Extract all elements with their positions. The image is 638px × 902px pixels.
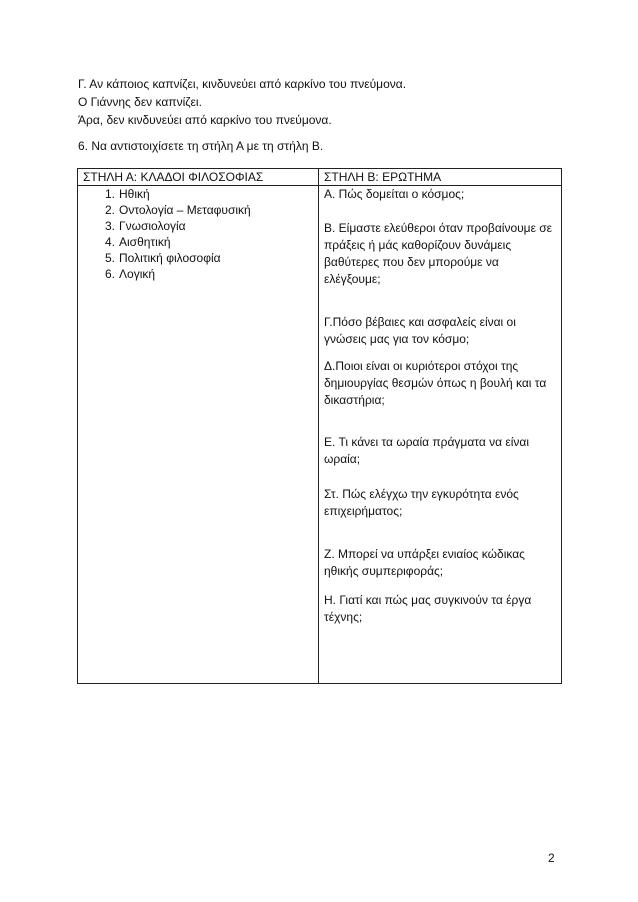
question-st: [324, 486, 519, 520]
question-z: [324, 546, 525, 580]
column-a-cell: [78, 186, 319, 684]
question-line: ηθικής συμπεριφοράς;: [324, 564, 444, 578]
question-line: ωραία;: [324, 452, 361, 466]
question-line: Ε. Τι κάνει τα ωραία πράγματα να είναι: [324, 435, 530, 449]
question-b: [324, 220, 552, 288]
list-number: 1.: [105, 187, 116, 201]
list-item: [83, 202, 313, 218]
list-item: [83, 266, 313, 282]
list-item-text: Ηθική: [119, 187, 150, 201]
list-item: [83, 234, 313, 250]
syllogism-premise-1: Γ. Αν κάποιος καπνίζει, κινδυνεύει από καρκίνο του πνεύμονα.: [78, 77, 407, 91]
question-line: τέχνης;: [324, 610, 363, 624]
question-e: [324, 434, 529, 468]
list-item-text: Γνωσιολογία: [119, 219, 186, 233]
question-d: [324, 358, 546, 409]
question-line: Η. Γιατί και πώς μας συγκινούν τα έργα: [324, 593, 532, 607]
question-line: βαθύτερες που δεν μπορούμε να: [324, 255, 499, 269]
list-item: [83, 186, 313, 202]
syllogism-conclusion: Άρα, δεν κινδυνεύει από καρκίνο του πνεύμονα.: [78, 113, 332, 127]
page-number: 2: [548, 851, 555, 865]
question-line: Γ.Πόσο βέβαιες και ασφαλείς είναι οι: [324, 315, 516, 329]
branches-list: [83, 186, 313, 282]
question-line: επιχειρήματος;: [324, 504, 403, 518]
question-line: Α. Πώς δομείται ο κόσμος;: [324, 187, 465, 201]
list-number: 2.: [105, 203, 116, 217]
list-item-text: Αισθητική: [119, 235, 171, 249]
question-h: [324, 592, 531, 626]
exercise-6-instruction: 6. Να αντιστοιχίσετε τη στήλη Α με τη στήλη Β.: [78, 139, 324, 153]
table-body-row: [78, 186, 562, 684]
question-line: πράξεις ή μάς καθορίζουν δυνάμεις: [324, 238, 512, 252]
list-number: 5.: [105, 251, 116, 265]
list-item-text: Πολιτική φιλοσοφία: [119, 251, 221, 265]
question-line: Ζ. Μπορεί να υπάρξει ενιαίος κώδικας: [324, 547, 525, 561]
list-item: [83, 250, 313, 266]
column-a-header: ΣΤΗΛΗ Α: ΚΛΑΔΟΙ ΦΙΛΟΣΟΦΙΑΣ: [78, 169, 319, 186]
question-a: [324, 186, 464, 203]
question-c: [324, 314, 516, 348]
list-item: [83, 218, 313, 234]
syllogism-premise-2: Ο Γιάννης δεν καπνίζει.: [78, 95, 202, 109]
question-line: Στ. Πώς ελέγχω την εγκυρότητα ενός: [324, 487, 519, 501]
table-header-row: [78, 169, 562, 186]
list-number: 6.: [105, 267, 116, 281]
column-b-cell: [319, 186, 562, 684]
question-line: γνώσεις μας για τον κόσμο;: [324, 332, 470, 346]
question-line: δημιουργίας θεσμών όπως η βουλή και τα: [324, 376, 547, 390]
list-number: 3.: [105, 219, 116, 233]
question-line: Δ.Ποιοι είναι οι κυριότεροι στόχοι της: [324, 359, 519, 373]
question-line: Β. Είμαστε ελεύθεροι όταν προβαίνουμε σε: [324, 221, 553, 235]
question-line: δικαστήρια;: [324, 393, 385, 407]
list-item-text: Οντολογία – Μεταφυσική: [119, 203, 251, 217]
list-number: 4.: [105, 235, 116, 249]
column-b-header: ΣΤΗΛΗ Β: ΕΡΩΤΗΜΑ: [319, 169, 562, 186]
list-item-text: Λογική: [119, 267, 156, 281]
question-line: ελέγξουμε;: [324, 272, 381, 286]
matching-table: [77, 168, 562, 684]
